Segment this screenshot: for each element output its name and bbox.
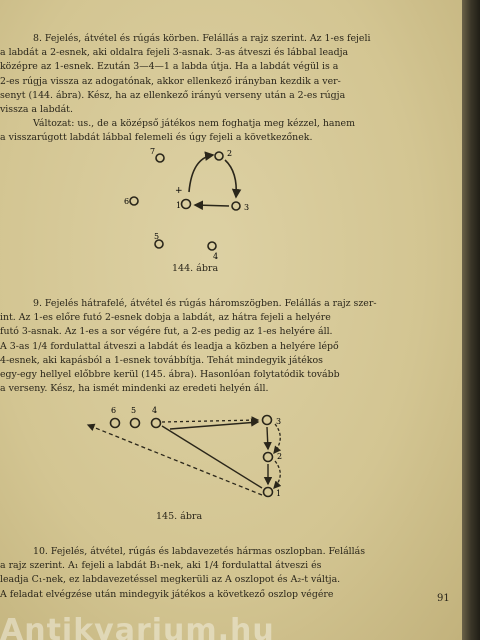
pass-arrow [189,155,213,192]
player-5-marker [155,240,163,248]
player-label: 1 [176,201,182,210]
plus-mark: + [175,186,183,196]
text-line: 4-esnek, aki kapásból a 1-esnek továbbítja. Tehát mindegyik játékos [0,354,323,366]
text-line: A 3-as 1/4 fordulattal átveszi a labdát és leadja a közben a helyére lépő [0,340,339,352]
player-label: 7 [150,147,156,156]
pass-arrow [170,422,258,429]
player-label: 2 [227,149,233,158]
pass-arrow [267,427,268,449]
player-2-marker [215,152,223,160]
figure-145-diagram [0,400,462,510]
pass-arrow [195,205,229,206]
text-line: 8. Fejelés, átvétel és rúgás körben. Felállás a rajz szerint. Az 1-es fejeli [33,33,371,44]
text-line: futó 3-asnak. Az 1-es a sor végére fut, a 2-es pedig az 1-es helyére áll. [0,326,333,338]
player-3-marker [263,416,272,425]
figure-144-caption: 144. ábra [172,263,219,274]
section-10-paragraph [0,545,462,602]
player-label: 6 [124,197,130,206]
text-line: középre az 1-esnek. Ezután 3—4—1 a labda útja. Ha a labdát végül is a [0,61,339,73]
player-label: 6 [111,406,117,415]
player-3-marker [232,202,240,210]
player-4-marker [208,242,216,250]
text-line: senyt (144. ábra). Kész, ha az ellenkező irányú verseny után a 2-es rúgja [0,89,346,101]
text-line: a labdát a 2-esnek, aki oldalra fejeli 3-asnak. 3-as átveszi és lábbal leadja [0,47,349,59]
player-2-marker [264,453,273,462]
text-line: 2-es rúgja vissza az adogatónak, akkor ellenkező irányban kezdik a ver- [0,75,341,87]
text-line: egy-egy hellyel előbbre kerül (145. ábra). Hasonlóan folytatódik tovább [0,368,340,380]
book-spine-edge [462,0,480,640]
watermark-text: Antikvarium.hu [0,616,275,640]
player-label: 3 [244,203,250,212]
player-label: 5 [154,232,160,241]
text-line: Változat: us., de a középső játékos nem foghatja meg kézzel, hanem [33,118,355,129]
text-line: A feladat elvégzése után mindegyik játékos a következő oszlop végére [0,588,334,600]
text-line: a visszarúgott labdát lábbal felemeli és úgy fejeli a következőnek. [0,132,313,144]
run-line [162,420,258,422]
figure-145-caption: 145. ábra [156,511,203,522]
player-7-marker [156,154,164,162]
text-line: 10. Fejelés, átvétel, rúgás és labdavezetés hármas oszlopban. Felállás [33,546,366,557]
player-1-marker [182,200,191,209]
text-line: 9. Fejelés hátrafelé, átvétel és rúgás háromszögben. Felállás a rajz szer- [33,298,377,309]
run-line [88,425,262,495]
figure-144-diagram [0,140,462,280]
text-line: int. Az 1-es előre futó 2-esnek dobja a labdát, az hátra fejeli a helyére [0,312,331,324]
section-9-paragraph [0,297,462,396]
player-5-marker [131,419,140,428]
page-number: 91 [437,593,450,604]
run-line [274,461,280,488]
text-line: a rajz szerint. A₁ fejeli a labdát B₁-nek, aki 1/4 fordulattal átveszi és [0,560,322,572]
text-line: a verseny. Kész, ha ismét mindenki az eredeti helyén áll. [0,383,269,395]
player-label: 2 [277,452,283,461]
player-label: 4 [213,252,219,261]
text-line: leadja C₁-nek, ez labdavezetéssel megkerüli az A oszlopot és A₂-t váltja. [0,574,341,586]
player-label: 1 [276,489,282,498]
section-8-paragraph [0,32,462,117]
player-6-marker [130,197,138,205]
player-label: 4 [152,406,158,415]
player-4-marker [152,419,161,428]
pass-arrow [225,160,236,197]
text-line: vissza a labdát. [0,103,73,115]
pass-line [162,426,262,488]
player-6-marker [111,419,120,428]
player-label: 3 [276,417,282,426]
player-label: 5 [131,406,137,415]
player-1-marker [264,488,273,497]
run-line [274,424,280,453]
